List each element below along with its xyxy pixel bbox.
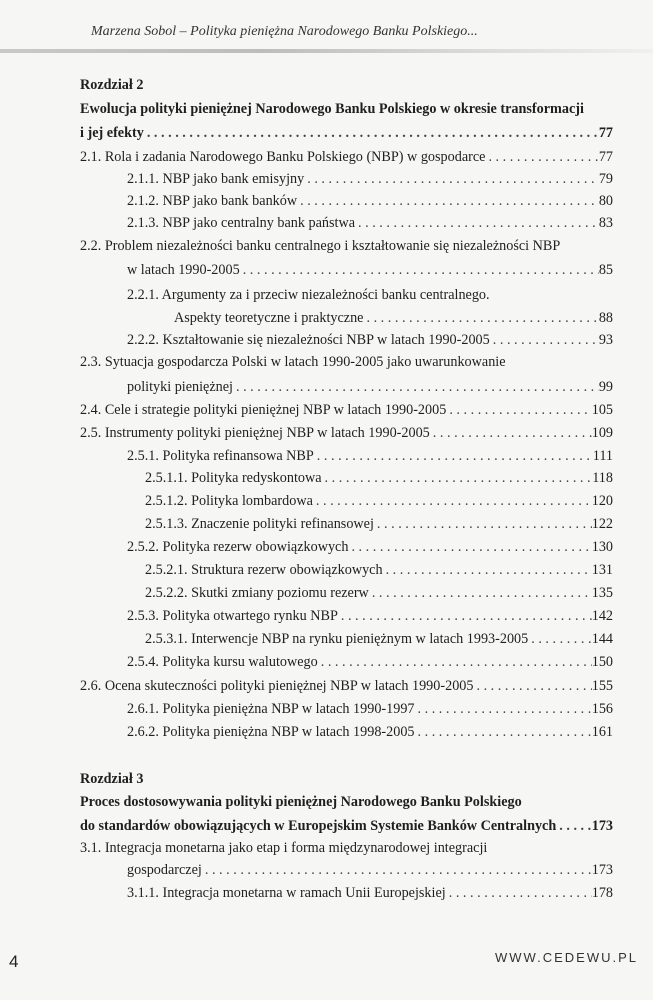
header-rule xyxy=(0,49,653,53)
dot-leader xyxy=(473,677,591,695)
toc-entry-2-1-1: 2.1.1. NBP jako bank emisyjny . . . 79 xyxy=(127,170,613,188)
dot-leader xyxy=(528,630,591,648)
toc-entry-2-5-2-1: 2.5.2.1. Struktura rezerw obowiązkowych . . . 131 xyxy=(145,561,613,579)
dot-leader xyxy=(202,861,592,879)
dot-leader xyxy=(313,492,592,510)
dot-leader xyxy=(363,309,598,327)
toc-entry-2-1-2: 2.1.2. NBP jako bank banków . . . 80 xyxy=(127,192,613,210)
toc-entry-2-1: 2.1. Rola i zadania Narodowego Banku Polskiego (NBP) w gospodarce . . . 77 xyxy=(80,148,613,166)
toc-entry-2-3: 2.3. Sytuacja gospodarcza Polski w latach 1990-2005 jako uwarunkowanie xyxy=(80,354,506,370)
dot-leader xyxy=(355,214,599,232)
publisher-website: WWW.CEDEWU.PL xyxy=(495,950,638,965)
toc-entry-2-2-1: 2.2.1. Argumenty za i przeciw niezależności banku centralnego. xyxy=(127,287,490,303)
dot-leader xyxy=(485,148,598,166)
dot-leader xyxy=(348,538,591,556)
dot-leader xyxy=(233,378,599,396)
toc-entry-2-2: 2.2. Problem niezależności banku centralnego i kształtowanie się niezależności NBP xyxy=(80,238,561,254)
dot-leader xyxy=(383,561,592,579)
chapter-3-label: Rozdział 3 xyxy=(80,771,144,787)
dot-leader xyxy=(446,401,591,419)
dot-leader xyxy=(369,584,592,602)
dot-leader xyxy=(490,331,599,349)
dot-leader xyxy=(304,170,599,188)
dot-leader xyxy=(322,469,593,487)
toc-entry-2-5-3: 2.5.3. Polityka otwartego rynku NBP . . . 142 xyxy=(127,607,613,625)
toc-entry-2-5-1-2: 2.5.1.2. Polityka lombardowa . . . 120 xyxy=(145,492,613,510)
dot-leader xyxy=(240,261,599,279)
toc-entry-2-5-1-3: 2.5.1.3. Znaczenie polityki refinansowej . . . 122 xyxy=(145,515,613,533)
page-number: 4 xyxy=(9,952,19,971)
toc-entry-2-2-cont: w latach 1990-2005 . . . 85 xyxy=(127,261,613,279)
chapter-2-title-line2: i jej efekty . . . 77 xyxy=(80,124,613,142)
toc-entry-2-1-3: 2.1.3. NBP jako centralny bank państwa . . . 83 xyxy=(127,214,613,232)
chapter-2-label: Rozdział 2 xyxy=(80,77,144,93)
chapter-3-title-line1: Proces dostosowywania polityki pieniężnej Narodowego Banku Polskiego xyxy=(80,794,522,810)
toc-entry-3-1-1: 3.1.1. Integracja monetarna w ramach Unii Europejskiej . . . 178 xyxy=(127,884,613,902)
toc-entry-2-5-2-2: 2.5.2.2. Skutki zmiany poziomu rezerw . . . 135 xyxy=(145,584,613,602)
toc-entry-2-6: 2.6. Ocena skuteczności polityki pieniężnej NBP w latach 1990-2005 . . . 155 xyxy=(80,677,613,695)
chapter-3-title-line2: do standardów obowiązujących w Europejskim Systemie Banków Centralnych . . . 173 xyxy=(80,817,613,835)
toc-entry-2-2-2: 2.2.2. Kształtowanie się niezależności NBP w latach 1990-2005 . . . 93 xyxy=(127,331,613,349)
dot-leader xyxy=(374,515,592,533)
dot-leader xyxy=(144,124,599,142)
toc-entry-2-3-cont: polityki pieniężnej . . . 99 xyxy=(127,378,613,396)
toc-entry-2-5-1-1: 2.5.1.1. Polityka redyskontowa . . . 118 xyxy=(145,469,613,487)
toc-entry-2-6-2: 2.6.2. Polityka pieniężna NBP w latach 1998-2005 . . . 161 xyxy=(127,723,613,741)
dot-leader xyxy=(415,723,592,741)
toc-entry-2-4: 2.4. Cele i strategie polityki pieniężnej NBP w latach 1990-2005 . . . 105 xyxy=(80,401,613,419)
toc-entry-3-1-cont: gospodarczej . . . 173 xyxy=(127,861,613,879)
toc-entry-2-5-3-1: 2.5.3.1. Interwencje NBP na rynku pieniężnym w latach 1993-2005 . . . 144 xyxy=(145,630,613,648)
dot-leader xyxy=(446,884,592,902)
toc-entry-2-5-1: 2.5.1. Polityka refinansowa NBP . . . 111 xyxy=(127,447,613,465)
dot-leader xyxy=(314,447,593,465)
dot-leader xyxy=(430,424,592,442)
toc-entry-2-5-4: 2.5.4. Polityka kursu walutowego . . . 150 xyxy=(127,653,613,671)
dot-leader xyxy=(318,653,592,671)
dot-leader xyxy=(556,817,591,835)
toc-entry-2-2-1-cont: Aspekty teoretyczne i praktyczne . . . 88 xyxy=(174,309,613,327)
dot-leader xyxy=(297,192,599,210)
dot-leader xyxy=(415,700,592,718)
chapter-2-title-line1: Ewolucja polityki pieniężnej Narodowego Banku Polskiego w okresie transformacji xyxy=(80,101,584,117)
toc-entry-2-5: 2.5. Instrumenty polityki pieniężnej NBP w latach 1990-2005 . . . 109 xyxy=(80,424,613,442)
dot-leader xyxy=(338,607,592,625)
toc-entry-2-5-2: 2.5.2. Polityka rezerw obowiązkowych . . . 130 xyxy=(127,538,613,556)
toc-entry-2-6-1: 2.6.1. Polityka pieniężna NBP w latach 1990-1997 . . . 156 xyxy=(127,700,613,718)
toc-entry-3-1: 3.1. Integracja monetarna jako etap i forma międzynarodowej integracji xyxy=(80,840,488,856)
running-header: Marzena Sobol – Polityka pieniężna Narodowego Banku Polskiego... xyxy=(91,24,478,39)
